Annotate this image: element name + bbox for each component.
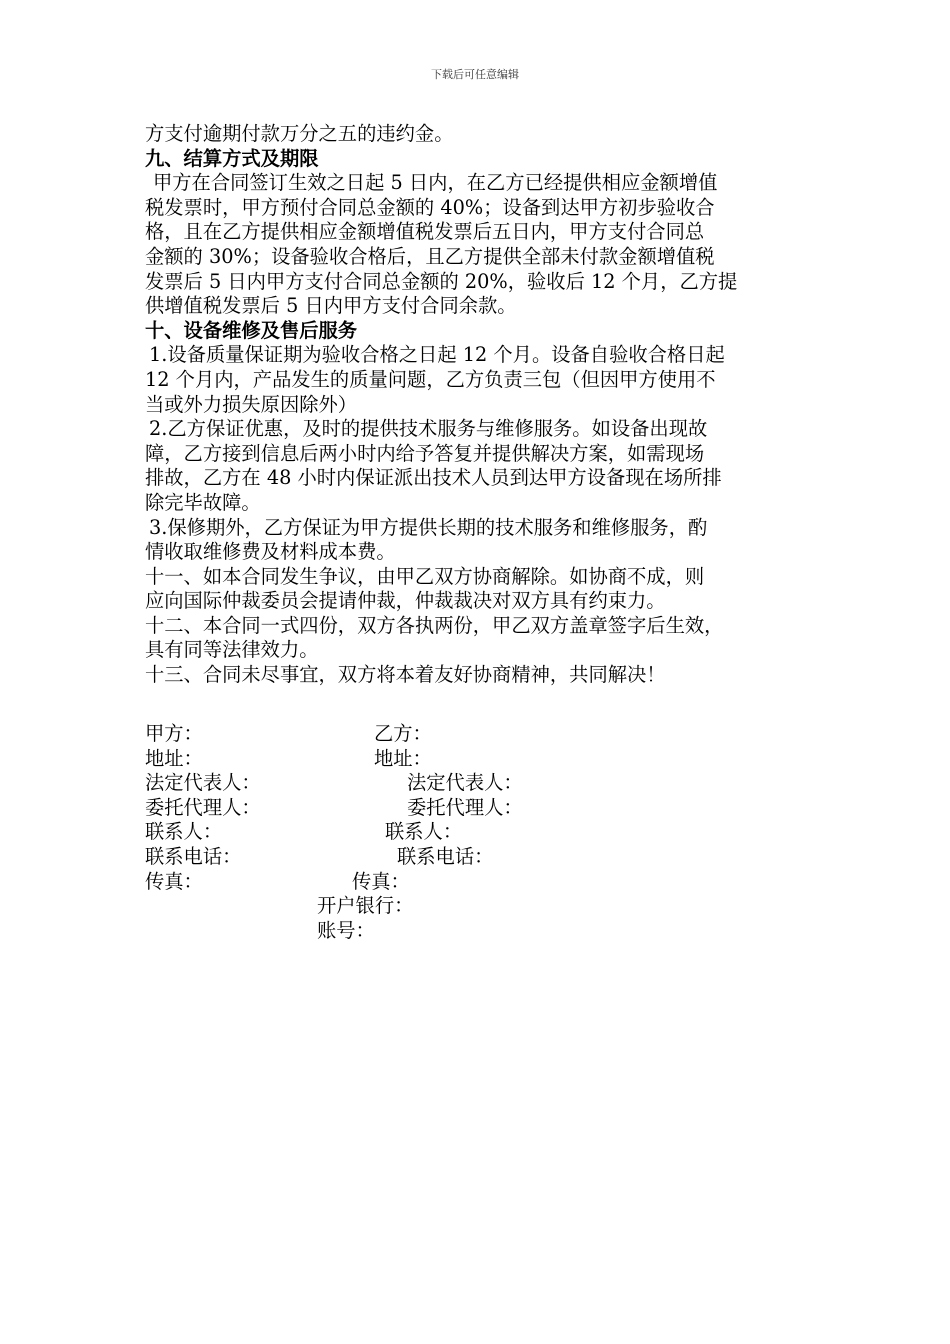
contract-line: 应向国际仲裁委员会提请仲裁，仲裁裁决对双方具有约束力。 bbox=[145, 589, 666, 613]
contract-line: 金额的 30%；设备验收合格后，且乙方提供全部未付款金额增值税 bbox=[145, 244, 715, 268]
party-b-bank-label: 开户银行： bbox=[317, 894, 414, 918]
party-a-address-label: 地址： bbox=[145, 746, 203, 770]
signature-row-address bbox=[145, 747, 810, 772]
party-a-name-label: 甲方： bbox=[145, 722, 203, 745]
party-a-contact-label: 联系人： bbox=[145, 820, 223, 844]
party-b-address-label: 地址： bbox=[374, 746, 432, 770]
signature-block bbox=[145, 722, 810, 943]
party-b-fax-label: 传真： bbox=[352, 869, 410, 893]
contract-line: 3.保修期外，乙方保证为甲方提供长期的技术服务和维修服务，酌 bbox=[149, 515, 708, 539]
contract-line: 除完毕故障。 bbox=[145, 490, 261, 514]
contract-line: 供增值税发票后 5 日内甲方支付合同余款。 bbox=[145, 294, 517, 318]
contract-line: 具有同等法律效力。 bbox=[145, 638, 319, 662]
section-heading: 十、设备维修及售后服务 bbox=[145, 318, 358, 342]
contract-line: 格，且在乙方提供相应金额增值税发票后五日内，甲方支付合同总 bbox=[145, 220, 705, 244]
signature-row-account bbox=[145, 919, 810, 944]
contract-line: 税发票时，甲方预付合同总金额的 40%；设备到达甲方初步验收合 bbox=[145, 195, 715, 219]
party-a-agent-label: 委托代理人： bbox=[145, 795, 261, 819]
signature-row-fax bbox=[145, 870, 810, 895]
party-b-account-label: 账号： bbox=[317, 918, 375, 942]
party-a-legal-rep-label: 法定代表人： bbox=[145, 771, 261, 795]
contract-line: 排故，乙方在 48 小时内保证派出技术人员到达甲方设备现在场所排 bbox=[145, 466, 722, 490]
contract-line: 十二、本合同一式四份，双方各执两份，甲乙双方盖章签字后生效， bbox=[145, 613, 724, 637]
signature-row-contact bbox=[145, 820, 810, 845]
party-b-name-label: 乙方： bbox=[374, 722, 432, 745]
contract-line: 情收取维修费及材料成本费。 bbox=[145, 540, 396, 564]
section-heading: 九、结算方式及期限 bbox=[145, 146, 319, 170]
party-b-agent-label: 委托代理人： bbox=[407, 795, 523, 819]
signature-row-phone bbox=[145, 845, 810, 870]
contract-line: 甲方在合同签订生效之日起 5 日内，在乙方已经提供相应金额增值 bbox=[153, 171, 718, 195]
party-b-legal-rep-label: 法定代表人： bbox=[407, 771, 523, 795]
contract-line: 十一、如本合同发生争议，由甲乙双方协商解除。如协商不成，则 bbox=[145, 564, 705, 588]
party-a-phone-label: 联系电话： bbox=[145, 844, 242, 868]
signature-row-agent bbox=[145, 796, 810, 821]
contract-line: 12 个月内，产品发生的质量问题，乙方负责三包（但因甲方使用不 bbox=[145, 367, 716, 391]
party-b-phone-label: 联系电话： bbox=[397, 844, 494, 868]
contract-line: 当或外力损失原因除外） bbox=[145, 392, 358, 416]
signature-row-name bbox=[145, 722, 810, 747]
contract-line: 发票后 5 日内甲方支付合同总金额的 20%，验收后 12 个月，乙方提 bbox=[145, 269, 738, 293]
contract-body bbox=[145, 122, 810, 688]
contract-line: 2.乙方保证优惠，及时的提供技术服务与维修服务。如设备出现故 bbox=[149, 417, 708, 441]
signature-row-legal-rep bbox=[145, 771, 810, 796]
signature-row-bank bbox=[145, 894, 810, 919]
party-a-fax-label: 传真： bbox=[145, 869, 203, 893]
party-b-contact-label: 联系人： bbox=[385, 820, 463, 844]
contract-line: 障，乙方接到信息后两小时内给予答复并提供解决方案，如需现场 bbox=[145, 441, 705, 465]
contract-line: 十三、合同未尽事宜，双方将本着友好协商精神，共同解决！ bbox=[145, 663, 666, 687]
contract-line: 方支付逾期付款万分之五的违约金。 bbox=[145, 122, 454, 145]
page-header: 下载后可任意编辑 bbox=[431, 68, 519, 81]
contract-line: 1.设备质量保证期为验收合格之日起 12 个月。设备自验收合格日起 bbox=[149, 343, 725, 367]
